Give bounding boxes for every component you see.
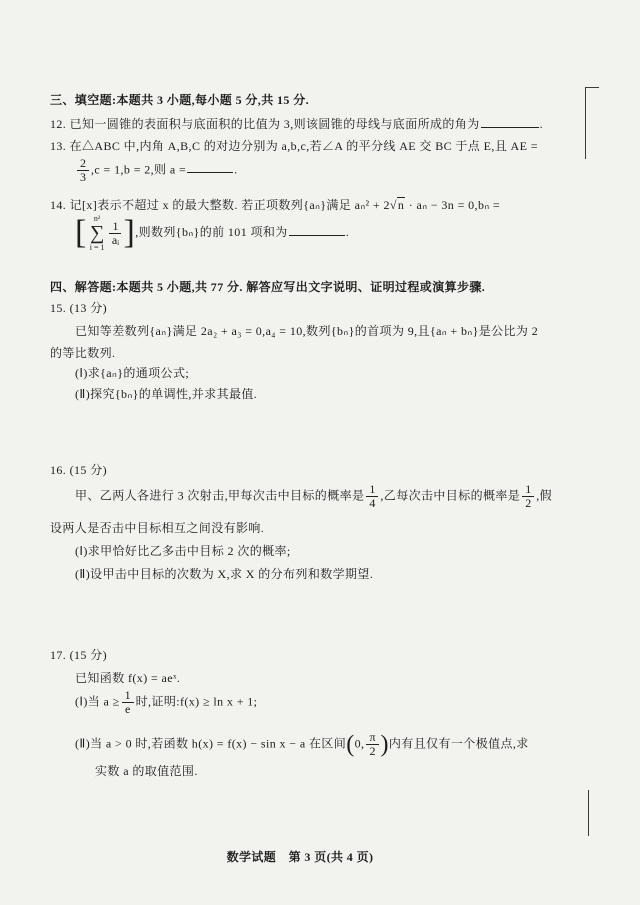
page-border-line xyxy=(588,790,589,836)
question-text: ,乙每次击中目标的概率是 xyxy=(380,488,521,503)
question-17-part-2 xyxy=(75,731,529,758)
question-text: 12. 已知一圆锥的表面积与底面积的比值为 3,则该圆锥的母线与底面所成的角为 xyxy=(50,117,480,131)
section-heading-fill-in: 三、填空题:本题共 3 小题,每小题 5 分,共 15 分. xyxy=(50,93,309,107)
fraction-denominator: 2 xyxy=(369,744,376,758)
interval-left-endpoint: 0, xyxy=(354,736,365,751)
question-text: (Ⅱ)当 a > 0 时,若函数 h(x) = f(x) − sin x − a 在区间 xyxy=(75,736,347,751)
fraction-numerator: 1 xyxy=(366,483,378,497)
answer-blank xyxy=(289,224,345,236)
sum-upper-limit: n² xyxy=(93,214,101,223)
fraction-numerator: 1 xyxy=(109,220,121,234)
fraction-numerator: 2 xyxy=(77,157,89,171)
question-16-part-1: (Ⅰ)求甲恰好比乙多击中目标 2 次的概率; xyxy=(75,544,291,558)
question-text: 14. 记[x]表示不超过 x 的最大整数. 若正项数列{aₙ}满足 aₙ² + 2 xyxy=(50,198,390,212)
floor-bracket-open: [ xyxy=(75,214,87,251)
fraction-numerator: 1 xyxy=(522,483,534,497)
fraction-numerator: 1 xyxy=(122,689,134,703)
fraction xyxy=(522,483,534,510)
page-border-line xyxy=(585,87,599,88)
fraction-denominator: 3 xyxy=(80,170,86,184)
question-15-part-2: (Ⅱ)探究{bₙ}的单调性,并求其最值. xyxy=(75,387,258,401)
question-text: 内有且仅有一个极值点,求 xyxy=(388,736,529,751)
question-tail: . xyxy=(234,162,238,177)
section-heading-solutions: 四、解答题:本题共 5 小题,共 77 分. 解答应写出文字说明、证明过程或演算步骤. xyxy=(50,280,486,294)
fraction-denominator: 4 xyxy=(369,496,376,510)
question-16-header: 16. (15 分) xyxy=(50,463,107,477)
floor-bracket-close: ] xyxy=(123,214,136,251)
question-15-part-1: (Ⅰ)求{aₙ}的通项公式; xyxy=(75,366,190,380)
question-tail: . xyxy=(539,117,544,131)
answer-blank xyxy=(187,161,233,173)
question-16-line-1 xyxy=(75,483,552,510)
fraction-numerator: π xyxy=(366,731,378,745)
question-17-part-1 xyxy=(75,689,257,716)
page-border-line xyxy=(585,87,586,159)
question-text: (Ⅰ)当 a ≥ xyxy=(75,694,120,709)
question-16-line-2: 设两人是否击中目标相互之间没有影响. xyxy=(50,521,265,535)
question-12 xyxy=(50,116,543,132)
page-footer: 数学试题 第 3 页(共 4 页) xyxy=(226,850,374,864)
question-text: · aₙ − 3n = 0,bₙ = xyxy=(405,198,501,212)
fraction xyxy=(77,157,89,184)
fraction xyxy=(109,220,121,247)
question-14-line-2 xyxy=(75,214,349,252)
summation xyxy=(90,214,105,252)
interval-paren-open: ( xyxy=(346,731,355,758)
answer-blank xyxy=(481,116,539,128)
question-15-line-1: 已知等差数列{aₙ}满足 2a₂ + a₃ = 0,a₄ = 10,数列{bₙ}的首项为 9,且{aₙ + bₙ}是公比为 2 xyxy=(75,324,539,338)
sqrt-radicand: n xyxy=(397,198,405,212)
question-text: ,则数列{bₙ}的前 101 项和为 xyxy=(135,224,288,239)
sum-lower-limit: i = 1 xyxy=(89,243,105,252)
question-17-header: 17. (15 分) xyxy=(50,648,107,662)
question-17-part-2-continued: 实数 a 的取值范围. xyxy=(95,764,198,778)
question-text: ,c = 1,b = 2,则 a = xyxy=(91,162,187,177)
question-text: 甲、乙两人各进行 3 次射击,甲每次击中目标的概率是 xyxy=(75,488,365,503)
fraction-denominator: 2 xyxy=(525,496,532,510)
interval-paren-close: ) xyxy=(380,731,389,758)
sqrt-symbol: √ xyxy=(389,198,397,212)
question-16-part-2: (Ⅱ)设甲击中目标的次数为 X,求 X 的分布列和数学期望. xyxy=(75,567,374,581)
fraction xyxy=(366,483,378,510)
question-13-line-2 xyxy=(75,157,238,184)
question-14-line-1 xyxy=(50,197,500,213)
question-13-line-1: 13. 在△ABC 中,内角 A,B,C 的对边分别为 a,b,c,若∠A 的平分线 AE 交 BC 于点 E,且 AE = xyxy=(50,139,538,153)
question-tail: . xyxy=(345,224,350,239)
fraction-denominator: aᵢ xyxy=(111,232,120,247)
fraction-denominator: e xyxy=(124,702,131,716)
sum-symbol: ∑ xyxy=(89,222,105,244)
question-text: ,假 xyxy=(536,488,553,503)
question-15-header: 15. (13 分) xyxy=(50,301,107,315)
question-text: 时,证明:f(x) ≥ ln x + 1; xyxy=(135,694,258,709)
question-17-intro: 已知函数 f(x) = aeˣ. xyxy=(75,671,181,685)
fraction xyxy=(366,731,378,758)
question-15-line-2: 的等比数列. xyxy=(50,346,116,360)
fraction xyxy=(122,689,134,716)
